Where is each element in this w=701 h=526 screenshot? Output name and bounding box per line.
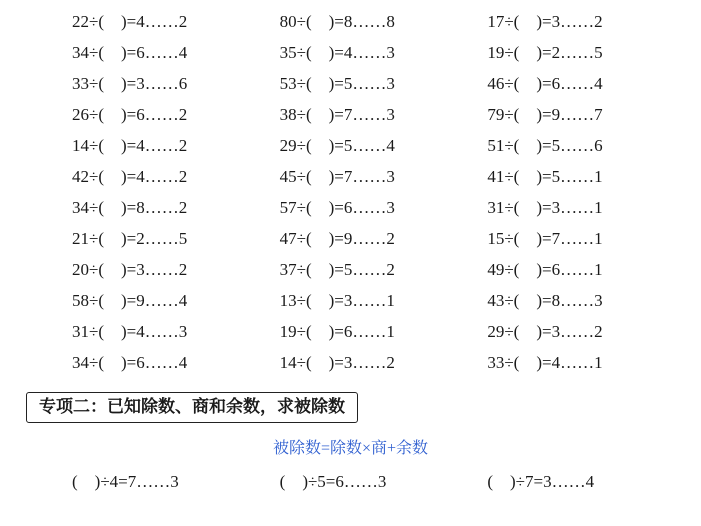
problem-item: 14÷( )=4……2: [72, 136, 188, 155]
problem-item: 51÷( )=5……6: [487, 136, 603, 155]
problem-item: 57÷( )=6……3: [279, 198, 395, 217]
problem-item: ( )÷5=6……3: [279, 472, 387, 491]
problem-item: 33÷( )=4……1: [487, 353, 603, 372]
problem-item: 53÷( )=5……3: [279, 74, 395, 93]
problem-item: 31÷( )=3……1: [487, 198, 603, 217]
problem-item: ( )÷4=7……3: [72, 472, 179, 491]
problem-item: 79÷( )=9……7: [487, 105, 603, 124]
section-two-problems: [0, 468, 701, 496]
problem-item: 49÷( )=6……1: [487, 260, 603, 279]
problem-item: 29÷( )=3……2: [487, 322, 603, 341]
problem-item: 45÷( )=7……3: [279, 167, 395, 186]
section-two-heading: 专项二：已知除数、商和余数，求被除数: [26, 392, 358, 423]
problem-item: 33÷( )=3……6: [72, 74, 188, 93]
problem-item: 20÷( )=3……2: [72, 260, 188, 279]
problem-item: 22÷( )=4……2: [72, 12, 188, 31]
problem-item: ( )÷7=3……4: [487, 472, 595, 491]
problem-item: 14÷( )=3……2: [279, 353, 395, 372]
problem-item: 41÷( )=5……1: [487, 167, 603, 186]
problem-item: 21÷( )=2……5: [72, 229, 188, 248]
problem-item: 58÷( )=9……4: [72, 291, 188, 310]
problem-item: 31÷( )=4……3: [72, 322, 188, 341]
problem-item: 47÷( )=9……2: [279, 229, 395, 248]
problem-item: 34÷( )=6……4: [72, 43, 188, 62]
problem-item: 29÷( )=5……4: [279, 136, 395, 155]
problem-item: 15÷( )=7……1: [487, 229, 603, 248]
problem-item: 34÷( )=6……4: [72, 353, 188, 372]
formula-text: 被除数=除数×商+余数: [272, 440, 429, 457]
problem-item: 26÷( )=6……2: [72, 105, 188, 124]
problem-item: 43÷( )=8……3: [487, 291, 603, 310]
problem-item: 42÷( )=4……2: [72, 167, 188, 186]
problem-item: 17÷( )=3……2: [487, 12, 603, 31]
problem-item: 19÷( )=2……5: [487, 43, 603, 62]
problem-item: 34÷( )=8……2: [72, 198, 188, 217]
problem-item: 35÷( )=4……3: [279, 43, 395, 62]
problem-item: 37÷( )=5……2: [279, 260, 395, 279]
division-problems-grid: [0, 6, 701, 378]
problem-item: 38÷( )=7……3: [279, 105, 395, 124]
page-bottom-edge: [0, 518, 701, 526]
problem-item: 19÷( )=6……1: [279, 322, 395, 341]
problem-item: 46÷( )=6……4: [487, 74, 603, 93]
problem-item: 13÷( )=3……1: [279, 291, 395, 310]
problem-item: 80÷( )=8……8: [279, 12, 395, 31]
